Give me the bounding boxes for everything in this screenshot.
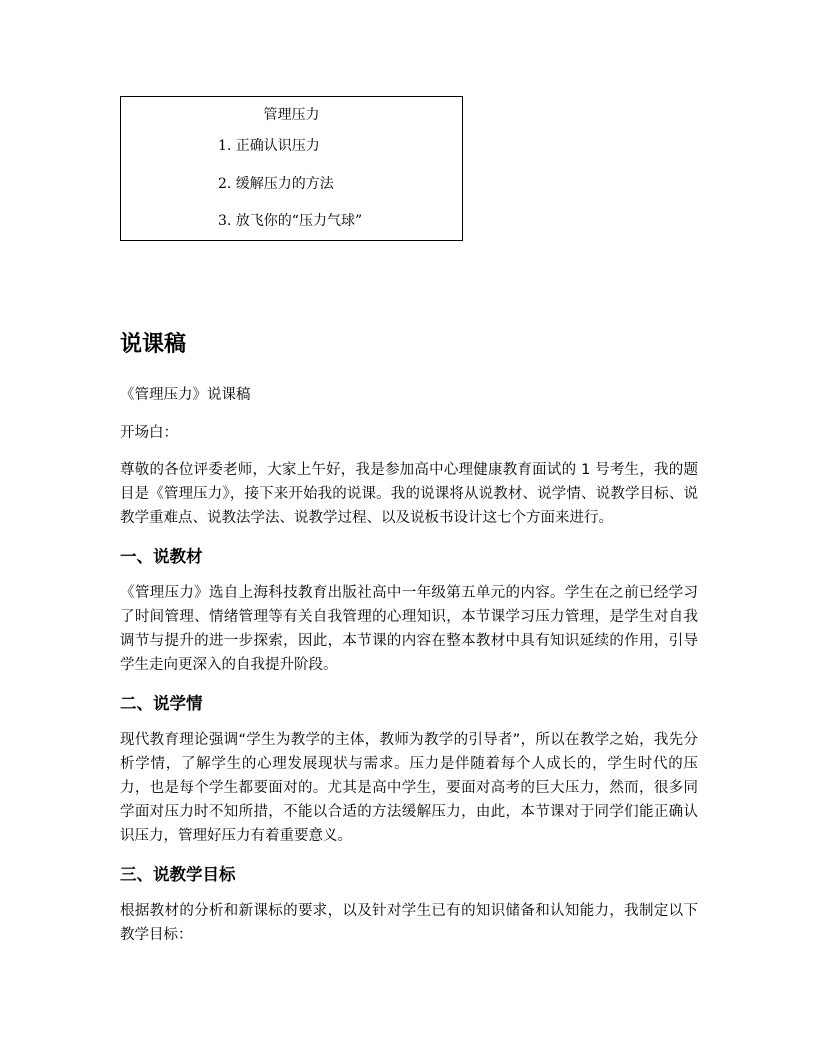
document-title: 说课稿 [120, 332, 187, 357]
section-paragraph-textbook: 《管理压力》选自上海科技教育出版社高中一年级第五单元的内容。学生在之前已经学习了时间管理、情绪管理等有关自我管理的心理知识，本节课学习压力管理，是学生对自我调节与提升的进一步探索，因此，本节课的内容在整本教材中具有知识延续的作用，引导学生走向更深入的自我提升阶段。 [120, 585, 698, 673]
board-item: 3. 放飞你的“压力气球” [218, 213, 363, 229]
section-heading-textbook: 一、说教材 [120, 547, 203, 566]
document-subtitle: 《管理压力》说课稿 [120, 387, 251, 403]
section-heading-objectives: 三、说教学目标 [120, 865, 236, 884]
board-design-box [120, 96, 463, 241]
section-paragraph-students: 现代教育理论强调“学生为教学的主体，教师为教学的引导者”，所以在教学之始，我先分析学情，了解学生的心理发展现状与需求。压力是伴随着每个人成长的，学生时代的压力，也是每个学生都要面对的。尤其是高中学生，要面对高考的巨大压力，然而，很多同学面对压力时不知所措，不能以合适的方法缓解压力，由此，本节课对于同学们能正确认识压力，管理好压力有着重要意义。 [120, 732, 698, 844]
section-heading-students: 二、说学情 [120, 694, 203, 713]
section-paragraph-objectives: 根据教材的分析和新课标的要求，以及针对学生已有的知识储备和认知能力，我制定以下教学目标： [120, 903, 698, 943]
opening-label: 开场白： [120, 425, 178, 441]
board-item: 1. 正确认识压力 [218, 138, 320, 154]
opening-paragraph: 尊敬的各位评委老师，大家上午好，我是参加高中心理健康教育面试的 1 号考生，我的题目是《管理压力》，接下来开始我的说课。我的说课将从说教材、说学情、说教学目标、说教学重难点、说教法学法、说教学过程、以及说板书设计这七个方面来进行。 [120, 462, 698, 526]
document-body [120, 330, 698, 947]
board-title: 管理压力 [263, 107, 320, 123]
board-item: 2. 缓解压力的方法 [218, 176, 334, 192]
